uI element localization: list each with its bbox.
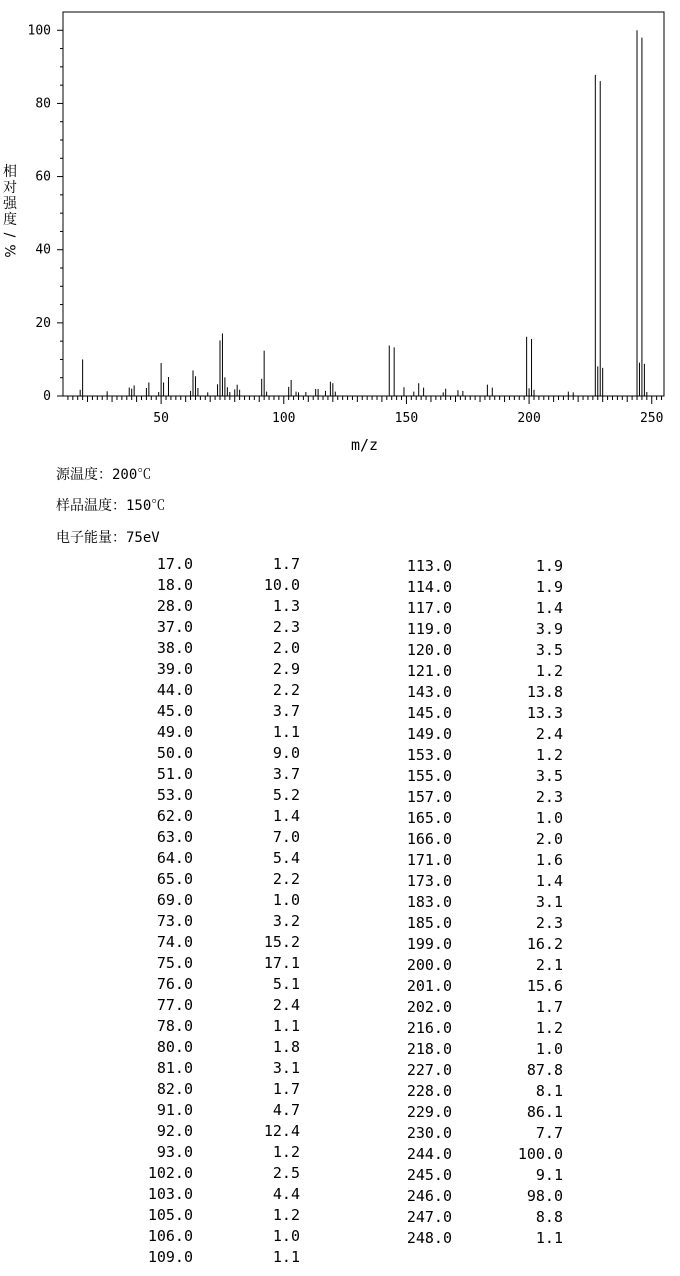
abundance-value: 100.0: [517, 1145, 563, 1163]
x-tick-label: 200: [517, 411, 541, 426]
table-row: [0, 703, 680, 724]
abundance-value: 1.1: [272, 1017, 300, 1035]
abundance-value: 2.0: [272, 639, 300, 657]
table-row: [0, 1186, 680, 1207]
chart-bars: [80, 30, 647, 396]
mz-value: 39.0: [156, 660, 193, 678]
abundance-value: 1.8: [272, 1038, 300, 1056]
mz-value: 165.0: [406, 809, 452, 827]
abundance-value: 5.2: [272, 786, 300, 804]
mz-value: 74.0: [156, 933, 193, 951]
mz-value: 17.0: [156, 555, 193, 573]
mz-value: 49.0: [156, 723, 193, 741]
abundance-value: 2.3: [535, 914, 563, 932]
mz-value: 76.0: [156, 975, 193, 993]
mz-value: 245.0: [406, 1166, 452, 1184]
mz-value: 51.0: [156, 765, 193, 783]
table-row: [0, 787, 680, 808]
x-tick-label: 50: [153, 411, 169, 426]
abundance-value: 1.2: [272, 1143, 300, 1161]
mz-value: 171.0: [406, 851, 452, 869]
abundance-value: 3.2: [272, 912, 300, 930]
mz-value: 247.0: [406, 1208, 452, 1226]
mz-value: 65.0: [156, 870, 193, 888]
electron-energy: 电子能量：75eV: [56, 530, 160, 546]
chart-ticks: [1, 23, 663, 454]
abundance-value: 1.0: [535, 1040, 563, 1058]
table-row: [0, 850, 680, 871]
abundance-value: 3.9: [535, 620, 563, 638]
x-axis-label: m/z: [350, 436, 379, 454]
source-temperature: 源温度：200℃: [56, 467, 152, 483]
mz-value: 37.0: [156, 618, 193, 636]
mz-value: 183.0: [406, 893, 452, 911]
table-row: [0, 976, 680, 997]
mz-value: 114.0: [406, 578, 452, 596]
y-axis-label: 度: [3, 212, 17, 228]
mz-value: 120.0: [406, 641, 452, 659]
mz-value: 81.0: [156, 1059, 193, 1077]
abundance-value: 2.0: [535, 830, 563, 848]
table-row: [0, 682, 680, 703]
mz-value: 92.0: [156, 1122, 193, 1140]
abundance-value: 1.2: [535, 746, 563, 764]
abundance-value: 1.7: [272, 555, 300, 573]
abundance-value: 1.7: [535, 998, 563, 1016]
abundance-value: 1.4: [535, 872, 563, 890]
x-tick-label: 100: [272, 411, 296, 426]
abundance-value: 8.8: [535, 1208, 563, 1226]
abundance-value: 1.0: [272, 891, 300, 909]
abundance-value: 1.4: [272, 807, 300, 825]
mz-value: 44.0: [156, 681, 193, 699]
mz-value: 199.0: [406, 935, 452, 953]
abundance-value: 86.1: [526, 1103, 563, 1121]
table-row: [0, 619, 680, 640]
y-tick-label: 80: [35, 96, 51, 112]
mz-value: 91.0: [156, 1101, 193, 1119]
mz-value: 173.0: [406, 872, 452, 890]
table-row: [0, 1144, 680, 1165]
table-row: [0, 808, 680, 829]
y-axis-label: 强: [3, 196, 17, 212]
table-row: [0, 913, 680, 934]
abundance-value: 1.9: [535, 557, 563, 575]
mz-value: 149.0: [406, 725, 452, 743]
table-row: [0, 661, 680, 682]
abundance-value: 1.1: [272, 1248, 300, 1266]
table-row: [0, 1039, 680, 1060]
mz-value: 228.0: [406, 1082, 452, 1100]
table-row: [0, 745, 680, 766]
table-row: [0, 577, 680, 598]
table-row: [0, 871, 680, 892]
table-row: [0, 1060, 680, 1081]
y-axis-label: /: [1, 232, 17, 238]
abundance-value: 5.1: [272, 975, 300, 993]
mz-value: 117.0: [406, 599, 452, 617]
mz-value: 113.0: [406, 557, 452, 575]
mz-value: 82.0: [156, 1080, 193, 1098]
abundance-value: 3.7: [272, 765, 300, 783]
mz-value: 50.0: [156, 744, 193, 762]
table-row: [0, 598, 680, 619]
mz-value: 80.0: [156, 1038, 193, 1056]
abundance-value: 1.0: [272, 1227, 300, 1245]
mz-value: 93.0: [156, 1143, 193, 1161]
mz-value: 106.0: [147, 1227, 193, 1245]
table-row: [0, 955, 680, 976]
abundance-value: 17.1: [263, 954, 300, 972]
mz-value: 227.0: [406, 1061, 452, 1079]
table-row: [0, 1081, 680, 1102]
mz-value: 121.0: [406, 662, 452, 680]
abundance-value: 2.1: [535, 956, 563, 974]
table-row: [0, 1207, 680, 1228]
table-row: [0, 1123, 680, 1144]
x-tick-label: 150: [394, 411, 419, 426]
abundance-value: 3.1: [272, 1059, 300, 1077]
table-row: [0, 1228, 680, 1249]
abundance-value: 3.5: [535, 641, 563, 659]
abundance-value: 7.7: [535, 1124, 563, 1142]
mz-value: 73.0: [156, 912, 193, 930]
mz-value: 109.0: [147, 1248, 193, 1266]
y-tick-label: 0: [43, 389, 51, 404]
mz-value: 143.0: [406, 683, 452, 701]
y-axis-label: 对: [3, 180, 17, 196]
mz-value: 28.0: [156, 597, 193, 615]
mz-value: 64.0: [156, 849, 193, 867]
abundance-value: 1.3: [272, 597, 300, 615]
mz-value: 218.0: [406, 1040, 452, 1058]
abundance-value: 98.0: [526, 1187, 563, 1205]
mz-value: 78.0: [156, 1017, 193, 1035]
y-tick-label: 20: [35, 315, 51, 331]
mz-value: 202.0: [406, 998, 452, 1016]
abundance-value: 9.0: [272, 744, 300, 762]
abundance-value: 13.8: [526, 683, 563, 701]
abundance-value: 12.4: [263, 1122, 300, 1140]
mz-value: 103.0: [147, 1185, 193, 1203]
abundance-value: 1.6: [535, 851, 563, 869]
x-tick-label: 250: [639, 411, 664, 426]
mz-value: 200.0: [406, 956, 452, 974]
abundance-value: 4.4: [272, 1185, 300, 1203]
y-tick-label: 40: [35, 242, 51, 258]
table-row: [0, 640, 680, 661]
y-axis-label: 相: [3, 164, 17, 180]
chart-axes: [63, 12, 664, 396]
abundance-value: 2.9: [272, 660, 300, 678]
plot-frame: [63, 12, 664, 396]
mz-value: 230.0: [406, 1124, 452, 1142]
mz-value: 63.0: [156, 828, 193, 846]
y-tick-label: 60: [35, 169, 51, 185]
abundance-value: 5.4: [272, 849, 300, 867]
abundance-value: 1.2: [272, 1206, 300, 1224]
abundance-value: 1.0: [535, 809, 563, 827]
mz-value: 216.0: [406, 1019, 452, 1037]
abundance-value: 13.3: [526, 704, 563, 722]
mz-value: 38.0: [156, 639, 193, 657]
sample-temperature: 样品温度：150℃: [56, 498, 166, 514]
table-row: [0, 766, 680, 787]
abundance-value: 3.7: [272, 702, 300, 720]
abundance-value: 1.9: [535, 578, 563, 596]
abundance-value: 1.4: [535, 599, 563, 617]
mz-value: 145.0: [406, 704, 452, 722]
mz-value: 246.0: [406, 1187, 452, 1205]
abundance-value: 87.8: [526, 1061, 563, 1079]
abundance-value: 1.2: [535, 662, 563, 680]
abundance-value: 3.1: [535, 893, 563, 911]
mz-value: 244.0: [406, 1145, 452, 1163]
abundance-value: 2.4: [535, 725, 563, 743]
abundance-value: 15.6: [526, 977, 563, 995]
table-row: [0, 724, 680, 745]
abundance-value: 2.2: [272, 870, 300, 888]
abundance-value: 3.5: [535, 767, 563, 785]
table-row: [0, 1165, 680, 1186]
abundance-value: 1.2: [535, 1019, 563, 1037]
table-row: [0, 934, 680, 955]
mass-spectrum-chart: [0, 0, 680, 460]
abundance-value: 1.7: [272, 1080, 300, 1098]
table-row: [0, 997, 680, 1018]
abundance-value: 1.1: [535, 1229, 563, 1247]
table-row: [0, 1102, 680, 1123]
abundance-value: 9.1: [535, 1166, 563, 1184]
abundance-value: 16.2: [526, 935, 563, 953]
mz-value: 45.0: [156, 702, 193, 720]
abundance-value: 2.3: [535, 788, 563, 806]
abundance-value: 7.0: [272, 828, 300, 846]
mz-value: 157.0: [406, 788, 452, 806]
mz-value: 248.0: [406, 1229, 452, 1247]
mz-value: 102.0: [147, 1164, 193, 1182]
abundance-value: 10.0: [263, 576, 300, 594]
mz-value: 53.0: [156, 786, 193, 804]
mz-value: 201.0: [406, 977, 452, 995]
mz-value: 155.0: [406, 767, 452, 785]
mz-value: 69.0: [156, 891, 193, 909]
mz-value: 105.0: [147, 1206, 193, 1224]
mz-value: 119.0: [406, 620, 452, 638]
abundance-value: 15.2: [263, 933, 300, 951]
y-axis-label: %: [1, 244, 17, 258]
table-row: [0, 829, 680, 850]
table-row: [0, 1247, 680, 1268]
abundance-value: 1.1: [272, 723, 300, 741]
table-row: [0, 556, 680, 577]
mz-value: 153.0: [406, 746, 452, 764]
mz-value: 229.0: [406, 1103, 452, 1121]
abundance-value: 4.7: [272, 1101, 300, 1119]
table-row: [0, 892, 680, 913]
abundance-value: 8.1: [535, 1082, 563, 1100]
abundance-value: 2.3: [272, 618, 300, 636]
mz-value: 185.0: [406, 914, 452, 932]
mz-value: 77.0: [156, 996, 193, 1014]
y-tick-label: 100: [27, 23, 51, 39]
abundance-value: 2.4: [272, 996, 300, 1014]
mz-value: 75.0: [156, 954, 193, 972]
table-row: [0, 1018, 680, 1039]
mz-value: 62.0: [156, 807, 193, 825]
mz-value: 166.0: [406, 830, 452, 848]
mz-value: 18.0: [156, 576, 193, 594]
abundance-value: 2.5: [272, 1164, 300, 1182]
abundance-value: 2.2: [272, 681, 300, 699]
